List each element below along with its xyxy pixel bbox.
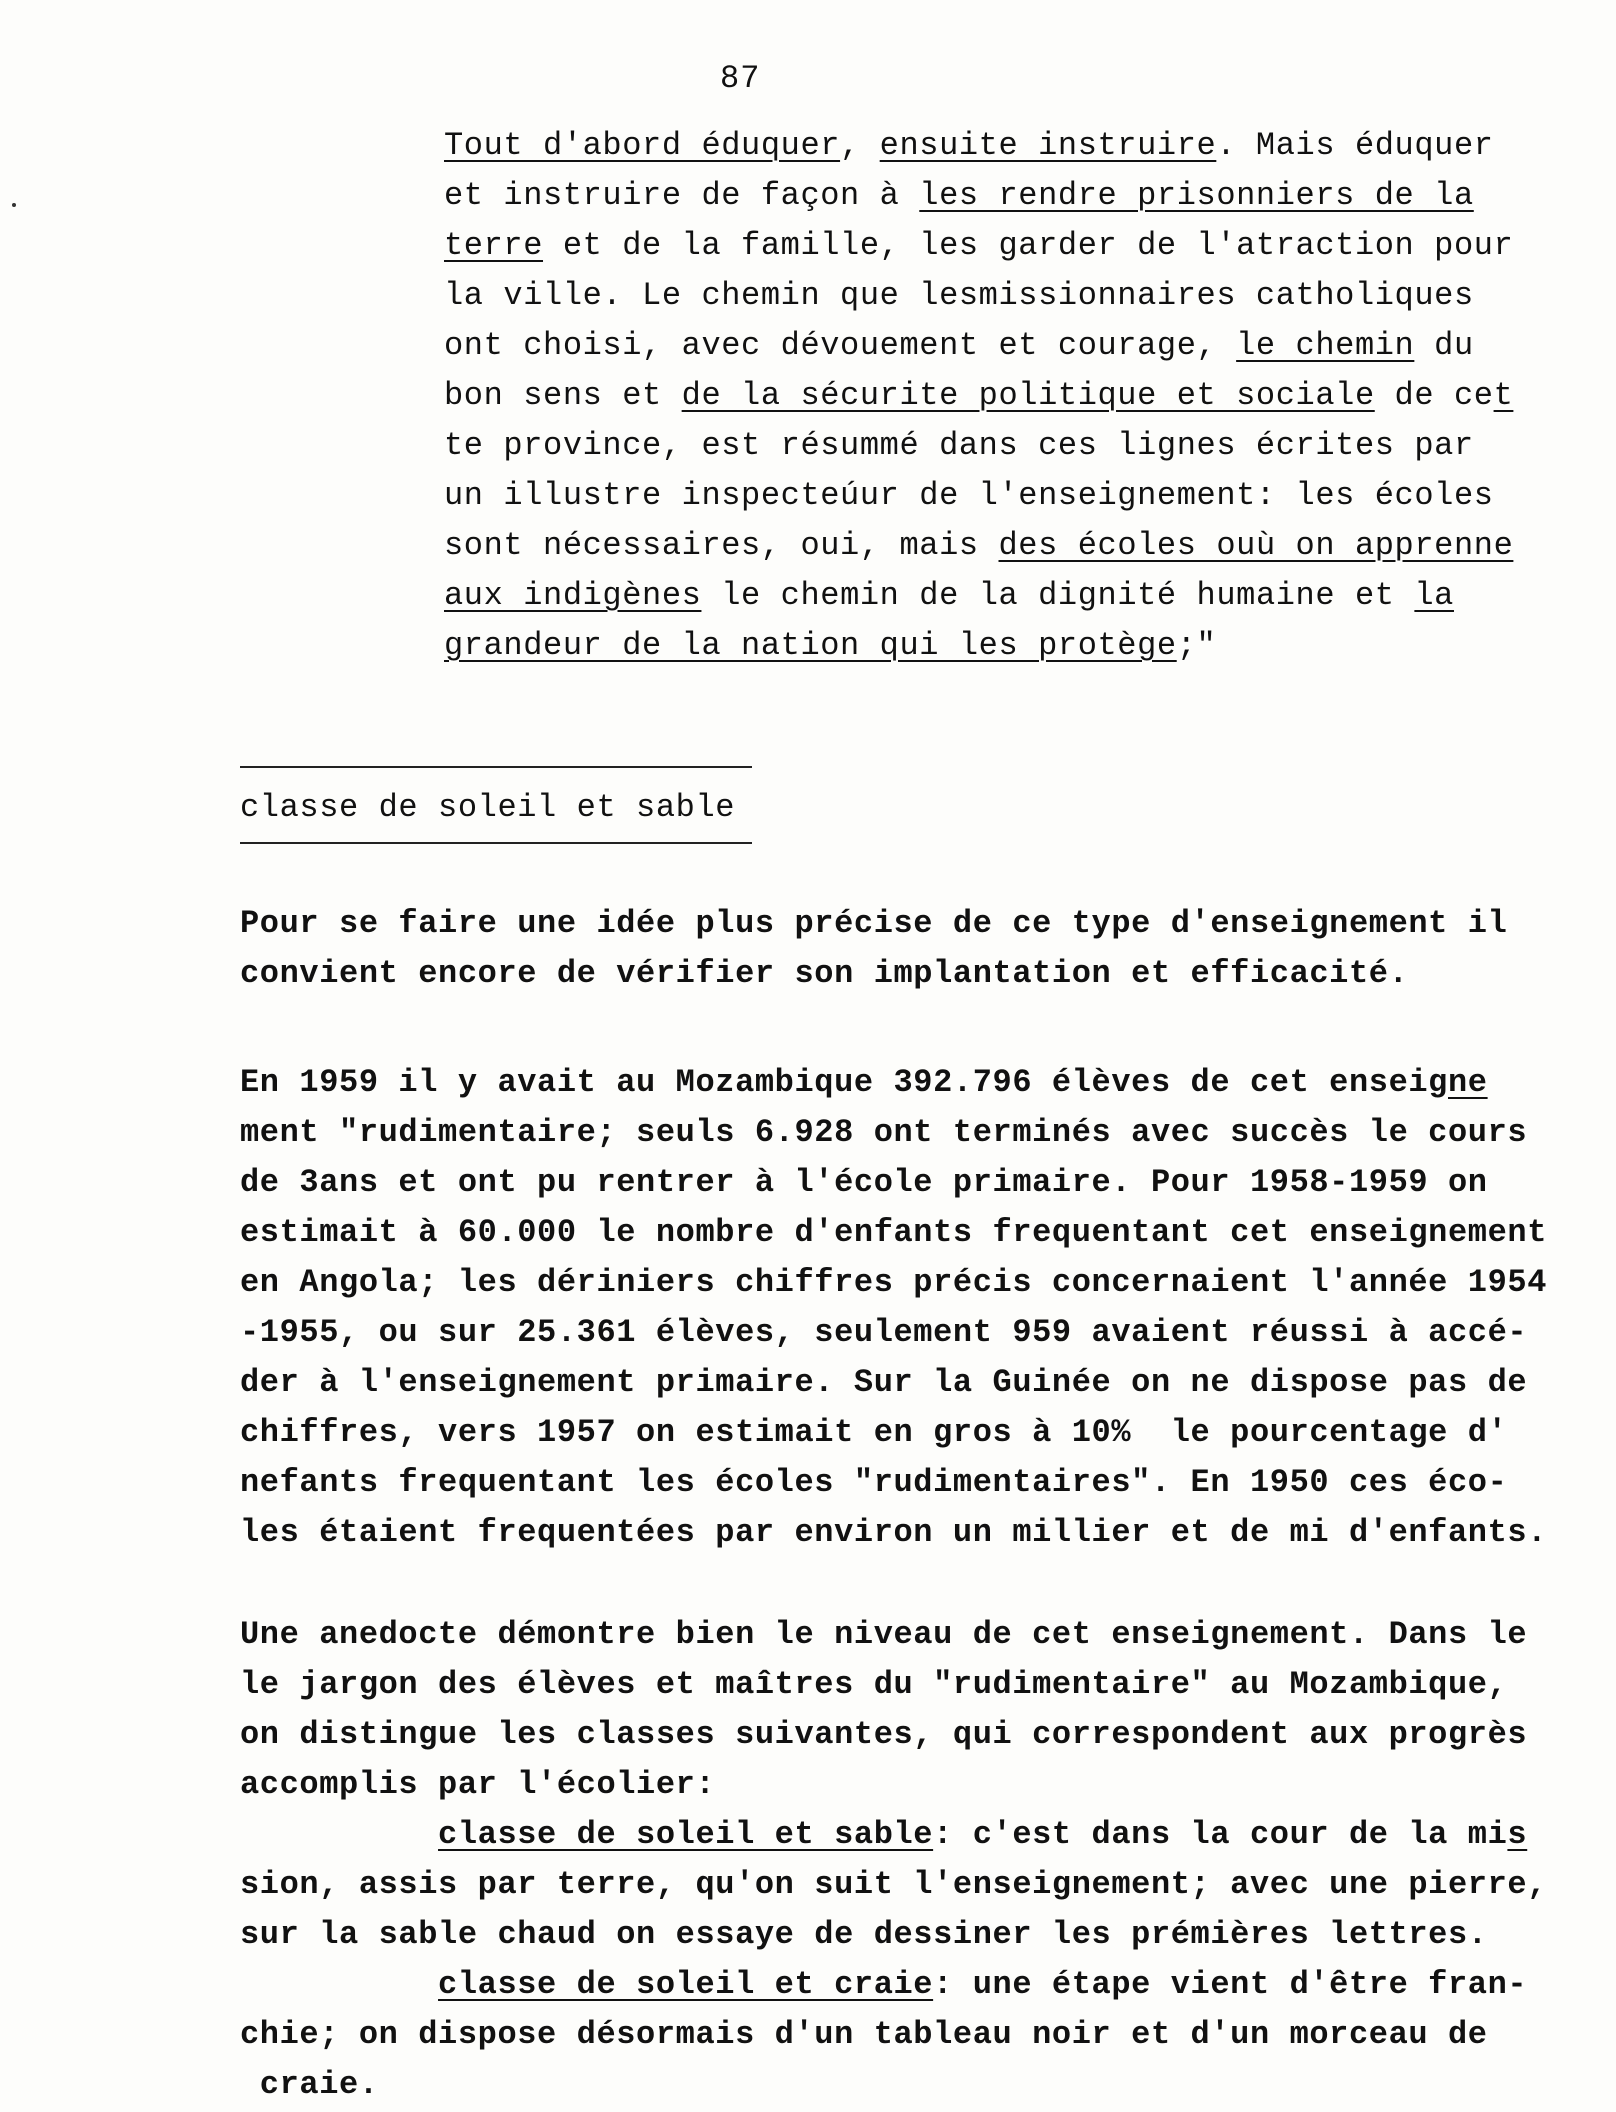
text-line (240, 1058, 1547, 1108)
text-line (240, 899, 1507, 949)
text-line (240, 1208, 1547, 1258)
text-run: estimait à 60.000 le nombre d'enfants frequentant cet enseignement (240, 1214, 1548, 1251)
paragraph-intro (240, 899, 1507, 999)
text-run: . Mais éduquer (1216, 127, 1494, 164)
text-line (240, 1810, 1547, 1860)
text-line (240, 1960, 1547, 2010)
text-run: chie; on dispose désormais d'un tableau noir et d'un morceau de (240, 2016, 1488, 2053)
text-line (444, 171, 1513, 221)
underlined-text: terre (444, 227, 544, 264)
text-run: En 1959 il y avait au Mozambique 392.796 élèves de cet enseig (240, 1064, 1448, 1101)
paragraph-anecdote (240, 1610, 1547, 2110)
text-line (240, 1610, 1547, 1660)
text-run: et de la famille, les garder de l'atraction pour (543, 227, 1514, 264)
text-line (444, 471, 1513, 521)
text-run: Pour se faire une idée plus précise de ce type d'enseignement il (240, 905, 1508, 942)
text-run: convient encore de vérifier son implantation et efficacité. (240, 955, 1409, 992)
section-heading-box (240, 766, 752, 844)
underlined-text: de la sécurite politique et sociale (681, 377, 1375, 414)
text-line (240, 1308, 1547, 1358)
text-run: , (840, 127, 880, 164)
text-line (240, 1860, 1547, 1910)
text-line (240, 2010, 1547, 2060)
paragraph-statistics (240, 1058, 1547, 1558)
text-line (240, 1710, 1547, 1760)
underlined-text: t (1493, 377, 1514, 414)
text-run: le chemin de la dignité humaine et (701, 577, 1415, 614)
text-run: et instruire de façon à (444, 177, 920, 214)
underlined-text: ne (1448, 1064, 1488, 1101)
text-line (444, 121, 1513, 171)
underlined-text: aux indigènes (444, 577, 702, 614)
text-line (240, 1458, 1547, 1508)
text-run: de ce (1374, 377, 1494, 414)
text-line (444, 621, 1513, 671)
text-run: sur la sable chaud on essaye de dessiner les prémières lettres. (240, 1916, 1488, 1953)
underlined-text: les rendre prisonniers de la (919, 177, 1474, 214)
underlined-text: grandeur de la nation qui les protège (444, 627, 1177, 664)
text-run: -1955, ou sur 25.361 élèves, seulement 959 avaient réussi à accé- (240, 1314, 1528, 1351)
text-run: ont choisi, avec dévouement et courage, (444, 327, 1237, 364)
underlined-text: classe de soleil et sable (438, 1816, 934, 1853)
text-run: la ville. Le chemin que lesmissionnaires catholiques (444, 277, 1474, 314)
text-line (240, 1660, 1547, 1710)
text-run: un illustre inspecteúur de l'enseignement: les écoles (444, 477, 1494, 514)
text-run: craie. (240, 2066, 379, 2103)
page-number: 87 (720, 60, 761, 97)
underlined-text: le chemin (1236, 327, 1415, 364)
text-line (240, 949, 1507, 999)
text-run: ment "rudimentaire; seuls 6.928 ont terminés avec succès le cours (240, 1114, 1528, 1151)
text-run: nefants frequentant les écoles "rudimentaires". En 1950 ces éco- (240, 1464, 1508, 1501)
underlined-text: ensuite instruire (879, 127, 1217, 164)
text-run (240, 1816, 438, 1853)
text-line (444, 371, 1513, 421)
quoted-passage (444, 121, 1513, 671)
underlined-text: Tout d'abord éduquer (444, 127, 841, 164)
text-run: sont nécessaires, oui, mais (444, 527, 999, 564)
text-run: chiffres, vers 1957 on estimait en gros à 10% le pourcentage d' (240, 1414, 1508, 1451)
margin-speck (12, 203, 16, 207)
text-run (240, 1966, 438, 2003)
text-line (444, 421, 1513, 471)
text-line (444, 221, 1513, 271)
underlined-text: des écoles ouù on apprenne (998, 527, 1514, 564)
text-run: ;" (1176, 627, 1217, 664)
underlined-text: s (1507, 1816, 1528, 1853)
text-run: : une étape vient d'être fran- (933, 1966, 1528, 2003)
text-run: sion, assis par terre, qu'on suit l'enseignement; avec une pierre, (240, 1866, 1548, 1903)
text-line (444, 271, 1513, 321)
text-run: accomplis par l'écolier: (240, 1766, 716, 1803)
text-run: der à l'enseignement primaire. Sur la Guinée on ne dispose pas de (240, 1364, 1528, 1401)
text-run: on distingue les classes suivantes, qui correspondent aux progrès (240, 1716, 1528, 1753)
text-run: en Angola; les dériniers chiffres précis concernaient l'année 1954 (240, 1264, 1548, 1301)
text-line (240, 1108, 1547, 1158)
section-heading: classe de soleil et sable (240, 789, 736, 826)
underlined-text: la (1414, 577, 1454, 614)
text-line (240, 1158, 1547, 1208)
text-line (240, 1760, 1547, 1810)
text-run: de 3ans et ont pu rentrer à l'école primaire. Pour 1958-1959 on (240, 1164, 1488, 1201)
text-run: les étaient frequentées par environ un millier et de mi d'enfants. (240, 1514, 1548, 1551)
text-line (240, 1358, 1547, 1408)
text-run: le jargon des élèves et maîtres du "rudimentaire" au Mozambique, (240, 1666, 1508, 1703)
text-run: du (1414, 327, 1474, 364)
text-run: te province, est résummé dans ces lignes écrites par (444, 427, 1474, 464)
text-line (444, 571, 1513, 621)
text-run: bon sens et (444, 377, 682, 414)
text-line (240, 2060, 1547, 2110)
text-run: Une anedocte démontre bien le niveau de cet enseignement. Dans le (240, 1616, 1528, 1653)
text-line (444, 521, 1513, 571)
text-line (240, 1408, 1547, 1458)
text-run: : c'est dans la cour de la mi (933, 1816, 1508, 1853)
text-line (240, 1508, 1547, 1558)
text-line (240, 1910, 1547, 1960)
text-line (444, 321, 1513, 371)
underlined-text: classe de soleil et craie (438, 1966, 934, 2003)
text-line (240, 1258, 1547, 1308)
